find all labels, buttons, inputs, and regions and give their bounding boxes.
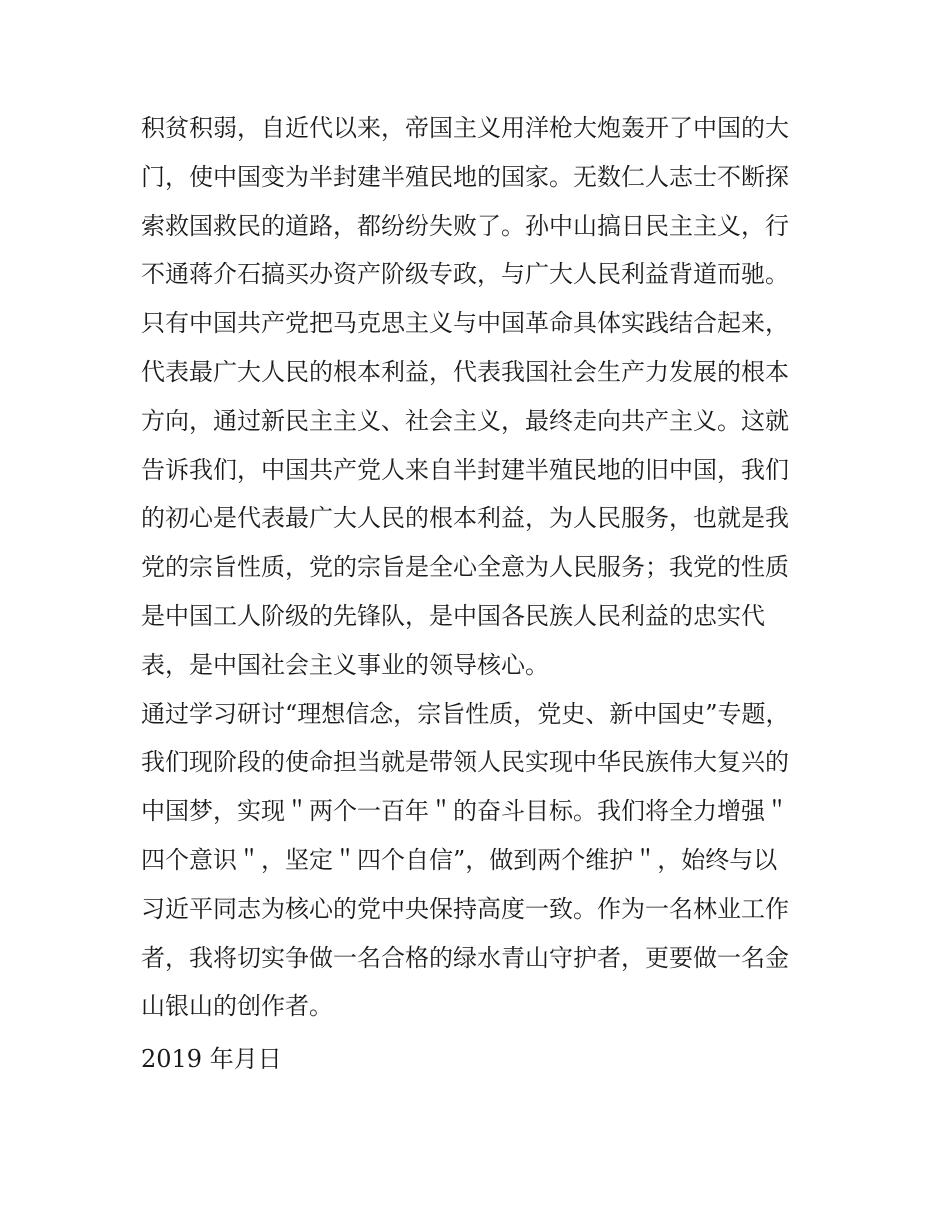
text-line: 门，使中国变为半封建半殖民地的国家。无数仁人志士不断探 [141, 162, 789, 191]
text-line: 索救国救民的道路，都纷纷失败了。孙中山搞日民主主义，行 [141, 211, 789, 240]
text-line: 积贫积弱，自近代以来，帝国主义用洋枪大炮轰开了中国的大 [141, 114, 789, 142]
text-line: 我们现阶段的使命担当就是带领人民实现中华民族伟大复兴的 [141, 748, 789, 777]
text-line: 四个意识＂，坚定＂四个自信”，做到两个维护＂，始终与以 [141, 845, 778, 874]
text-line: 只有中国共产党把马克思主义与中国革命具体实践结合起来， [141, 309, 789, 338]
text-line: 表，是中国社会主义事业的领导核心。 [141, 650, 549, 679]
text-line: 习近平同志为核心的党中央保持高度一致。作为一名林业工作 [141, 894, 789, 923]
text-line: 山银山的创作者。 [141, 992, 333, 1021]
text-line: 是中国工人阶级的先锋队，是中国各民族人民利益的忠实代 [141, 601, 765, 630]
text-line: 代表最广大人民的根本利益，代表我国社会生产力发展的根本 [141, 357, 789, 386]
text-line: 党的宗旨性质，党的宗旨是全心全意为人民服务；我党的性质 [141, 553, 789, 582]
text-line: 通过学习研讨“理想信念，宗旨性质，党史、新中国史”专题， [141, 699, 790, 728]
body-text [141, 104, 821, 1084]
document-date: 2019 年月日 [141, 1045, 282, 1074]
text-line: 者，我将切实争做一名合格的绿水青山守护者，更要做一名金 [141, 943, 789, 972]
text-line: 告诉我们，中国共产党人来自半封建半殖民地的旧中国，我们 [141, 455, 789, 484]
text-line: 中国梦，实现＂两个一百年＂的奋斗目标。我们将全力增强＂ [141, 797, 789, 826]
text-line: 不通蒋介石搞买办资产阶级专政，与广大人民利益背道而驰。 [141, 260, 789, 289]
text-line: 的初心是代表最广大人民的根本利益，为人民服务，也就是我 [141, 504, 789, 533]
text-line: 方向，通过新民主主义、社会主义，最终走向共产主义。这就 [141, 406, 789, 435]
